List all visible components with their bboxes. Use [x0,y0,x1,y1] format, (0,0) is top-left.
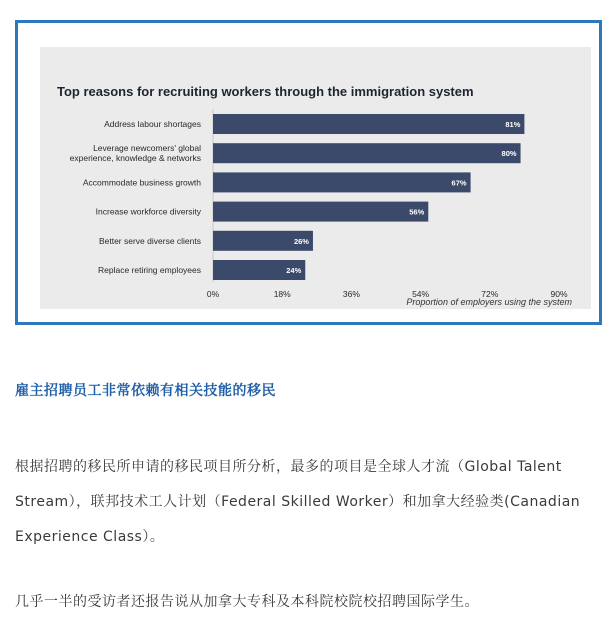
article-heading: 雇主招聘员工非常依赖有相关技能的移民 [15,383,276,399]
bar [213,202,428,222]
article-paragraph-1: 根据招聘的移民所申请的移民项目所分析，最多的项目是全球人才流（Global Talent Stream），联邦技术工人计划（Federal Skilled Worker）和加拿大经验类(Canadian Experience Class）。 [15,459,581,545]
category-label: Increase workforce diversity [95,206,201,217]
bar-value-label: 24% [286,266,302,275]
category-label: Better serve diverse clients [98,235,201,246]
bar [213,143,521,163]
category-label: Address labour shortages [104,119,201,129]
bar-value-label: 26% [293,236,309,246]
category-label: experience, knowledge & networks [69,153,201,164]
bar-value-label: 80% [501,149,517,159]
x-tick-label: 54% [412,289,430,299]
x-tick-label: 18% [273,289,291,299]
chart-marks [70,114,568,299]
bar [213,114,524,134]
article-paragraph-2: 几乎一半的受访者还报告说从加拿大专科及本科院校院校招聘国际学生。 [15,594,479,610]
category-label: Replace retiring employees [98,265,201,275]
bar-value-label: 81% [505,120,521,129]
x-tick-label: 0% [206,289,220,299]
x-tick-label: 72% [481,289,499,299]
chart-title: Top reasons for recruiting workers through the immigration system [57,84,474,99]
bar [213,172,471,192]
bar-value-label: 67% [451,178,467,188]
x-tick-label: 90% [550,289,568,299]
bar-value-label: 56% [409,207,425,217]
category-label: Accommodate business growth [82,177,201,188]
x-axis-label: Proportion of employers using the system [406,297,572,307]
category-label: Leverage newcomers' global [93,143,201,154]
chart-panel [40,47,591,309]
x-tick-label: 36% [342,289,360,299]
figure-frame [15,20,602,325]
bar-chart [40,47,591,309]
